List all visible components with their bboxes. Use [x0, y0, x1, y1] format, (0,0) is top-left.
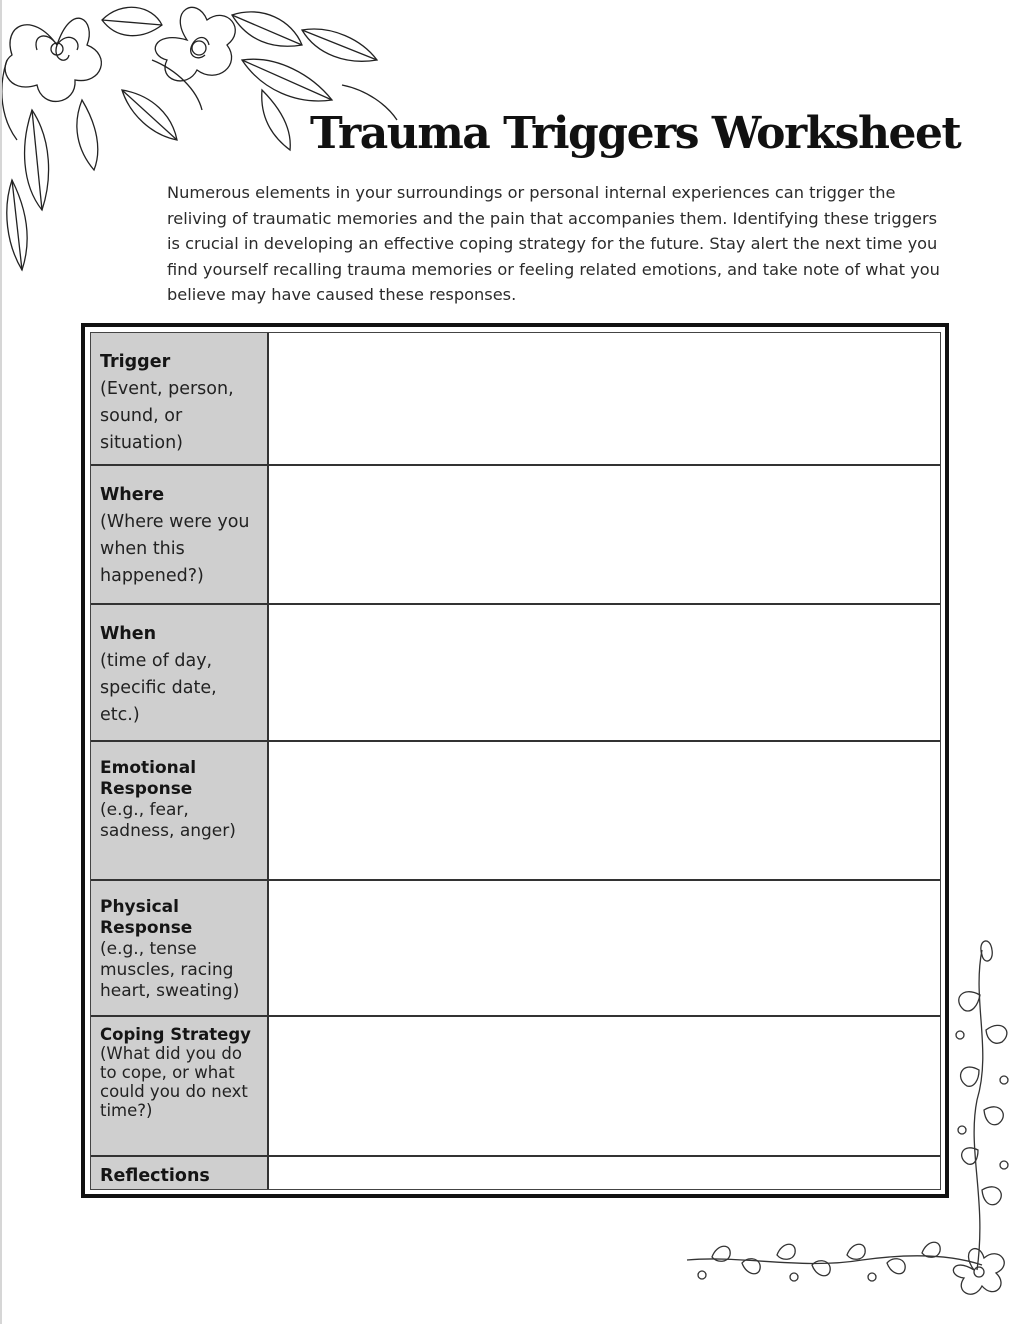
page-title: Trauma Triggers Worksheet	[310, 108, 961, 159]
entry-physical-response[interactable]	[269, 881, 940, 1015]
entry-trigger[interactable]	[269, 333, 940, 464]
row-where	[91, 466, 940, 605]
row-when	[91, 605, 940, 742]
vine-border-illustration	[682, 1215, 1002, 1315]
label-when: When (time of day, specific date, etc.)	[91, 605, 269, 740]
label-physical-response: Physical Response (e.g., tense muscles, racing heart, sweating)	[91, 881, 269, 1015]
row-trigger	[91, 333, 940, 466]
label-where: Where (Where were you when this happened?)	[91, 466, 269, 603]
label-coping-strategy: Coping Strategy (What did you do to cope, or what could you do next time?)	[91, 1017, 269, 1155]
intro-paragraph: Numerous elements in your surroundings or personal internal experiences can trigger the reliving of traumatic memories and the pain that accompanies them. Identifying these triggers is crucial in developing an effective coping strategy for the future. Stay alert the next time you find yourself recalling trauma memories or feeling related emotions, and take note of what you believe may have caused these responses.	[167, 183, 940, 304]
row-coping-strategy	[91, 1017, 940, 1157]
row-emotional-response	[91, 742, 940, 881]
entry-emotional-response[interactable]	[269, 742, 940, 879]
entry-where[interactable]	[269, 466, 940, 603]
entry-when[interactable]	[269, 605, 940, 740]
row-reflections	[91, 1157, 940, 1189]
row-physical-response	[91, 881, 940, 1017]
label-reflections: Reflections	[91, 1157, 269, 1189]
entry-coping-strategy[interactable]	[269, 1017, 940, 1155]
worksheet-table	[81, 323, 949, 1198]
label-emotional-response: Emotional Response (e.g., fear, sadness, anger)	[91, 742, 269, 879]
label-trigger: Trigger (Event, person, sound, or situation)	[91, 333, 269, 464]
entry-reflections[interactable]	[269, 1157, 940, 1189]
